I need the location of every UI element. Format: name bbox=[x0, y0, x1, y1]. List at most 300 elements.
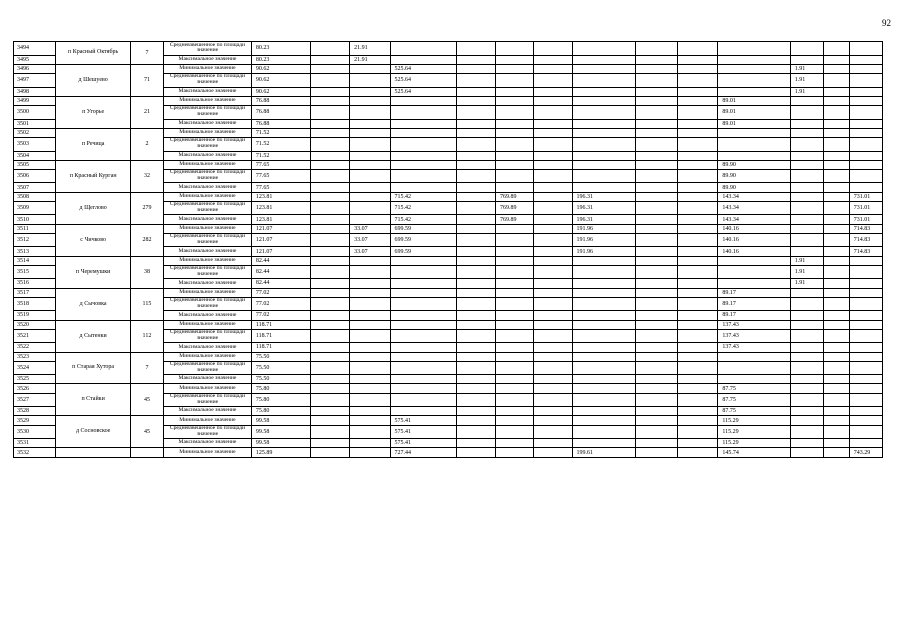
value-cell bbox=[849, 87, 882, 96]
value-cell bbox=[456, 73, 495, 87]
value-cell: 140.16 bbox=[718, 247, 790, 256]
value-cell bbox=[823, 343, 849, 352]
row-id: 3516 bbox=[14, 279, 56, 288]
value-type: Средневзвешенное по площади значение bbox=[163, 137, 251, 151]
row-id: 3499 bbox=[14, 96, 56, 105]
value-cell bbox=[534, 105, 572, 119]
value-cell: 140.16 bbox=[718, 233, 790, 247]
value-cell bbox=[849, 183, 882, 192]
value-cell bbox=[823, 215, 849, 224]
value-cell bbox=[678, 329, 718, 343]
value-cell bbox=[849, 384, 882, 393]
value-cell bbox=[496, 288, 534, 297]
value-cell bbox=[534, 297, 572, 311]
value-cell bbox=[572, 320, 635, 329]
value-cell bbox=[849, 311, 882, 320]
value-cell bbox=[790, 297, 823, 311]
value-cell bbox=[823, 320, 849, 329]
value-type: Средневзвешенное по площади значение bbox=[163, 233, 251, 247]
value-cell bbox=[496, 375, 534, 384]
value-cell bbox=[823, 160, 849, 169]
value-cell bbox=[350, 448, 390, 457]
value-cell bbox=[678, 87, 718, 96]
value-cell: 731.01 bbox=[849, 192, 882, 201]
value-type: Минимальное значение bbox=[163, 288, 251, 297]
value-cell bbox=[456, 311, 495, 320]
settlement-name: д Сосновское bbox=[56, 416, 130, 448]
value-cell bbox=[823, 247, 849, 256]
value-cell bbox=[572, 87, 635, 96]
value-cell: 121.07 bbox=[251, 224, 310, 233]
value-cell: 33.07 bbox=[350, 233, 390, 247]
value-cell bbox=[496, 128, 534, 137]
value-cell bbox=[534, 55, 572, 64]
value-cell bbox=[390, 297, 456, 311]
value-cell bbox=[456, 439, 495, 448]
value-cell bbox=[635, 64, 677, 73]
value-cell bbox=[496, 247, 534, 256]
value-cell bbox=[310, 384, 349, 393]
value-cell bbox=[823, 105, 849, 119]
value-cell bbox=[350, 128, 390, 137]
settlement-name: п Старая Хутора bbox=[56, 352, 130, 384]
value-cell bbox=[390, 343, 456, 352]
value-cell bbox=[310, 329, 349, 343]
value-cell: 90.62 bbox=[251, 64, 310, 73]
value-type: Максимальное значение bbox=[163, 311, 251, 320]
value-cell: 87.75 bbox=[718, 407, 790, 416]
value-type: Минимальное значение bbox=[163, 416, 251, 425]
value-cell bbox=[678, 352, 718, 361]
value-type: Средневзвешенное по площади значение bbox=[163, 169, 251, 183]
value-cell bbox=[534, 87, 572, 96]
value-cell bbox=[849, 64, 882, 73]
value-cell bbox=[572, 64, 635, 73]
population: 7 bbox=[130, 42, 163, 65]
value-cell: 33.07 bbox=[350, 247, 390, 256]
value-cell bbox=[350, 343, 390, 352]
value-cell bbox=[496, 384, 534, 393]
value-cell bbox=[718, 375, 790, 384]
value-cell bbox=[456, 375, 495, 384]
value-cell bbox=[790, 247, 823, 256]
value-cell bbox=[718, 151, 790, 160]
value-cell bbox=[823, 233, 849, 247]
value-cell bbox=[823, 169, 849, 183]
value-cell bbox=[572, 311, 635, 320]
value-cell bbox=[678, 416, 718, 425]
row-id: 3506 bbox=[14, 169, 56, 183]
value-cell bbox=[310, 265, 349, 279]
value-cell bbox=[678, 160, 718, 169]
value-cell bbox=[310, 105, 349, 119]
value-cell: 191.96 bbox=[572, 233, 635, 247]
value-cell: 137.43 bbox=[718, 343, 790, 352]
value-cell bbox=[823, 265, 849, 279]
value-cell bbox=[390, 96, 456, 105]
value-cell bbox=[790, 352, 823, 361]
value-type: Минимальное значение bbox=[163, 224, 251, 233]
value-type: Минимальное значение bbox=[163, 256, 251, 265]
value-cell bbox=[790, 343, 823, 352]
value-cell bbox=[635, 297, 677, 311]
value-cell bbox=[534, 416, 572, 425]
value-cell bbox=[790, 224, 823, 233]
population: 2 bbox=[130, 128, 163, 160]
population: 32 bbox=[130, 160, 163, 192]
value-cell: 71.52 bbox=[251, 151, 310, 160]
value-cell bbox=[456, 201, 495, 215]
table-row bbox=[14, 448, 883, 457]
value-cell bbox=[456, 352, 495, 361]
row-id: 3511 bbox=[14, 224, 56, 233]
value-cell: 525.64 bbox=[390, 87, 456, 96]
value-cell bbox=[678, 407, 718, 416]
value-cell bbox=[310, 128, 349, 137]
value-cell bbox=[823, 119, 849, 128]
value-cell bbox=[496, 169, 534, 183]
value-cell: 89.90 bbox=[718, 169, 790, 183]
value-cell bbox=[310, 247, 349, 256]
population: 279 bbox=[130, 192, 163, 224]
value-cell: 71.52 bbox=[251, 137, 310, 151]
value-cell bbox=[790, 160, 823, 169]
table-row bbox=[14, 256, 883, 265]
value-cell bbox=[849, 265, 882, 279]
value-cell: 82.44 bbox=[251, 265, 310, 279]
value-cell bbox=[635, 128, 677, 137]
value-cell: 1.91 bbox=[790, 279, 823, 288]
value-cell bbox=[390, 279, 456, 288]
value-cell: 76.88 bbox=[251, 96, 310, 105]
value-cell bbox=[790, 128, 823, 137]
value-cell bbox=[718, 137, 790, 151]
value-cell bbox=[718, 73, 790, 87]
value-cell bbox=[350, 192, 390, 201]
value-cell bbox=[534, 64, 572, 73]
table-row bbox=[14, 128, 883, 137]
value-cell bbox=[635, 137, 677, 151]
value-cell bbox=[496, 160, 534, 169]
value-cell bbox=[849, 128, 882, 137]
table-row bbox=[14, 352, 883, 361]
value-type: Средневзвешенное по площади значение bbox=[163, 329, 251, 343]
value-type: Минимальное значение bbox=[163, 320, 251, 329]
value-cell bbox=[718, 42, 790, 56]
value-cell bbox=[350, 279, 390, 288]
value-cell: 191.96 bbox=[572, 247, 635, 256]
value-cell: 75.80 bbox=[251, 393, 310, 407]
value-cell bbox=[310, 375, 349, 384]
value-cell: 191.96 bbox=[572, 224, 635, 233]
value-cell bbox=[572, 183, 635, 192]
row-id: 3500 bbox=[14, 105, 56, 119]
value-cell bbox=[678, 151, 718, 160]
settlement-name: п Речица bbox=[56, 128, 130, 160]
value-cell bbox=[496, 105, 534, 119]
value-cell bbox=[456, 425, 495, 439]
value-cell bbox=[678, 448, 718, 457]
row-id: 3518 bbox=[14, 297, 56, 311]
value-cell bbox=[790, 384, 823, 393]
value-cell: 123.81 bbox=[251, 215, 310, 224]
value-cell bbox=[350, 297, 390, 311]
value-cell bbox=[718, 256, 790, 265]
page-number: 92 bbox=[882, 18, 891, 28]
value-cell bbox=[310, 55, 349, 64]
value-cell bbox=[310, 288, 349, 297]
value-cell bbox=[350, 151, 390, 160]
value-cell bbox=[496, 279, 534, 288]
value-cell bbox=[390, 375, 456, 384]
row-id: 3532 bbox=[14, 448, 56, 457]
value-cell bbox=[496, 448, 534, 457]
value-cell bbox=[635, 407, 677, 416]
value-cell: 196.31 bbox=[572, 192, 635, 201]
value-cell bbox=[534, 73, 572, 87]
value-cell bbox=[310, 425, 349, 439]
value-cell: 575.41 bbox=[390, 416, 456, 425]
value-cell bbox=[496, 297, 534, 311]
value-cell: 89.01 bbox=[718, 96, 790, 105]
row-id: 3523 bbox=[14, 352, 56, 361]
value-cell bbox=[849, 375, 882, 384]
value-cell bbox=[572, 256, 635, 265]
value-cell bbox=[350, 256, 390, 265]
value-cell bbox=[718, 64, 790, 73]
value-cell bbox=[310, 439, 349, 448]
value-cell bbox=[496, 151, 534, 160]
row-id: 3498 bbox=[14, 87, 56, 96]
value-cell: 21.91 bbox=[350, 55, 390, 64]
value-cell: 87.75 bbox=[718, 393, 790, 407]
value-cell: 727.44 bbox=[390, 448, 456, 457]
value-cell: 80.23 bbox=[251, 55, 310, 64]
value-cell bbox=[635, 279, 677, 288]
value-cell bbox=[496, 361, 534, 375]
value-cell bbox=[790, 55, 823, 64]
value-cell bbox=[572, 384, 635, 393]
population: 45 bbox=[130, 384, 163, 416]
value-cell: 75.50 bbox=[251, 352, 310, 361]
value-cell bbox=[496, 119, 534, 128]
value-cell bbox=[390, 407, 456, 416]
value-cell bbox=[310, 393, 349, 407]
value-cell bbox=[849, 297, 882, 311]
value-cell: 21.91 bbox=[350, 42, 390, 56]
value-cell bbox=[635, 256, 677, 265]
population bbox=[130, 448, 163, 457]
value-cell bbox=[350, 407, 390, 416]
value-cell bbox=[310, 192, 349, 201]
value-cell: 99.58 bbox=[251, 425, 310, 439]
value-cell: 115.29 bbox=[718, 425, 790, 439]
population: 21 bbox=[130, 96, 163, 128]
value-cell: 75.50 bbox=[251, 375, 310, 384]
value-cell bbox=[456, 233, 495, 247]
value-cell bbox=[823, 201, 849, 215]
value-cell bbox=[823, 64, 849, 73]
value-cell bbox=[678, 183, 718, 192]
row-id: 3503 bbox=[14, 137, 56, 151]
row-id: 3510 bbox=[14, 215, 56, 224]
row-id: 3505 bbox=[14, 160, 56, 169]
value-cell: 121.07 bbox=[251, 233, 310, 247]
value-cell bbox=[823, 96, 849, 105]
value-cell bbox=[635, 201, 677, 215]
value-cell bbox=[534, 425, 572, 439]
population: 115 bbox=[130, 288, 163, 320]
value-cell bbox=[350, 320, 390, 329]
population: 112 bbox=[130, 320, 163, 352]
value-cell bbox=[390, 352, 456, 361]
value-cell bbox=[496, 343, 534, 352]
value-cell bbox=[718, 128, 790, 137]
value-cell bbox=[534, 279, 572, 288]
value-cell bbox=[534, 215, 572, 224]
value-cell bbox=[534, 233, 572, 247]
value-cell: 575.41 bbox=[390, 439, 456, 448]
value-cell bbox=[678, 64, 718, 73]
value-cell bbox=[572, 375, 635, 384]
value-cell bbox=[534, 169, 572, 183]
value-cell: 769.89 bbox=[496, 201, 534, 215]
value-cell bbox=[534, 375, 572, 384]
value-cell bbox=[849, 105, 882, 119]
value-cell bbox=[678, 96, 718, 105]
value-cell bbox=[534, 407, 572, 416]
value-cell bbox=[350, 425, 390, 439]
value-cell bbox=[456, 105, 495, 119]
value-cell bbox=[390, 183, 456, 192]
value-cell bbox=[790, 215, 823, 224]
value-cell bbox=[790, 183, 823, 192]
value-cell bbox=[350, 160, 390, 169]
value-cell bbox=[678, 201, 718, 215]
value-cell: 90.62 bbox=[251, 73, 310, 87]
value-cell bbox=[390, 42, 456, 56]
value-cell: 76.88 bbox=[251, 105, 310, 119]
value-cell bbox=[496, 320, 534, 329]
settlement-name: п Стайки bbox=[56, 384, 130, 416]
value-cell bbox=[823, 384, 849, 393]
value-cell bbox=[790, 137, 823, 151]
value-type: Максимальное значение bbox=[163, 119, 251, 128]
value-cell: 715.42 bbox=[390, 201, 456, 215]
value-cell: 75.80 bbox=[251, 407, 310, 416]
row-id: 3527 bbox=[14, 393, 56, 407]
value-cell bbox=[790, 425, 823, 439]
value-cell bbox=[390, 105, 456, 119]
value-cell bbox=[350, 265, 390, 279]
value-cell bbox=[390, 393, 456, 407]
value-cell bbox=[790, 375, 823, 384]
value-cell bbox=[790, 416, 823, 425]
value-cell bbox=[790, 105, 823, 119]
row-id: 3497 bbox=[14, 73, 56, 87]
value-cell bbox=[635, 425, 677, 439]
value-type: Минимальное значение bbox=[163, 160, 251, 169]
value-cell bbox=[678, 375, 718, 384]
value-cell: 76.88 bbox=[251, 119, 310, 128]
value-cell bbox=[572, 352, 635, 361]
value-type: Средневзвешенное по площади значение bbox=[163, 105, 251, 119]
value-cell bbox=[718, 55, 790, 64]
value-cell bbox=[310, 87, 349, 96]
value-cell bbox=[635, 42, 677, 56]
value-cell bbox=[310, 407, 349, 416]
row-id: 3507 bbox=[14, 183, 56, 192]
value-cell: 89.01 bbox=[718, 119, 790, 128]
value-type: Максимальное значение bbox=[163, 215, 251, 224]
value-cell bbox=[849, 42, 882, 56]
value-cell bbox=[456, 448, 495, 457]
row-id: 3515 bbox=[14, 265, 56, 279]
value-cell bbox=[823, 288, 849, 297]
value-cell bbox=[635, 329, 677, 343]
value-cell bbox=[496, 137, 534, 151]
value-cell bbox=[534, 329, 572, 343]
value-cell: 90.62 bbox=[251, 87, 310, 96]
value-cell bbox=[456, 96, 495, 105]
value-cell bbox=[849, 119, 882, 128]
value-cell bbox=[534, 265, 572, 279]
value-cell bbox=[350, 439, 390, 448]
value-cell: 137.43 bbox=[718, 329, 790, 343]
value-cell bbox=[572, 439, 635, 448]
value-type: Средневзвешенное по площади значение bbox=[163, 73, 251, 87]
value-cell bbox=[635, 393, 677, 407]
value-cell bbox=[678, 73, 718, 87]
value-cell bbox=[310, 233, 349, 247]
value-cell bbox=[496, 55, 534, 64]
value-cell bbox=[534, 384, 572, 393]
value-cell bbox=[572, 361, 635, 375]
value-cell: 115.29 bbox=[718, 416, 790, 425]
value-cell bbox=[350, 361, 390, 375]
value-cell bbox=[456, 224, 495, 233]
value-cell bbox=[635, 352, 677, 361]
value-cell bbox=[534, 137, 572, 151]
value-type: Максимальное значение bbox=[163, 407, 251, 416]
settlement-name: д Сычовка bbox=[56, 288, 130, 320]
value-cell bbox=[534, 320, 572, 329]
row-id: 3529 bbox=[14, 416, 56, 425]
value-cell: 89.17 bbox=[718, 311, 790, 320]
value-cell bbox=[678, 343, 718, 352]
value-cell bbox=[310, 311, 349, 320]
value-type: Минимальное значение bbox=[163, 352, 251, 361]
value-cell bbox=[310, 361, 349, 375]
value-cell bbox=[823, 224, 849, 233]
value-cell bbox=[572, 119, 635, 128]
value-cell bbox=[849, 329, 882, 343]
value-cell bbox=[496, 96, 534, 105]
population: 38 bbox=[130, 256, 163, 288]
value-cell bbox=[823, 42, 849, 56]
row-id: 3528 bbox=[14, 407, 56, 416]
value-cell bbox=[718, 352, 790, 361]
value-cell bbox=[456, 55, 495, 64]
row-id: 3517 bbox=[14, 288, 56, 297]
value-cell bbox=[823, 393, 849, 407]
value-cell: 714.83 bbox=[849, 247, 882, 256]
row-id: 3522 bbox=[14, 343, 56, 352]
value-cell bbox=[849, 425, 882, 439]
value-type: Максимальное значение bbox=[163, 247, 251, 256]
value-cell bbox=[534, 160, 572, 169]
value-cell bbox=[823, 425, 849, 439]
